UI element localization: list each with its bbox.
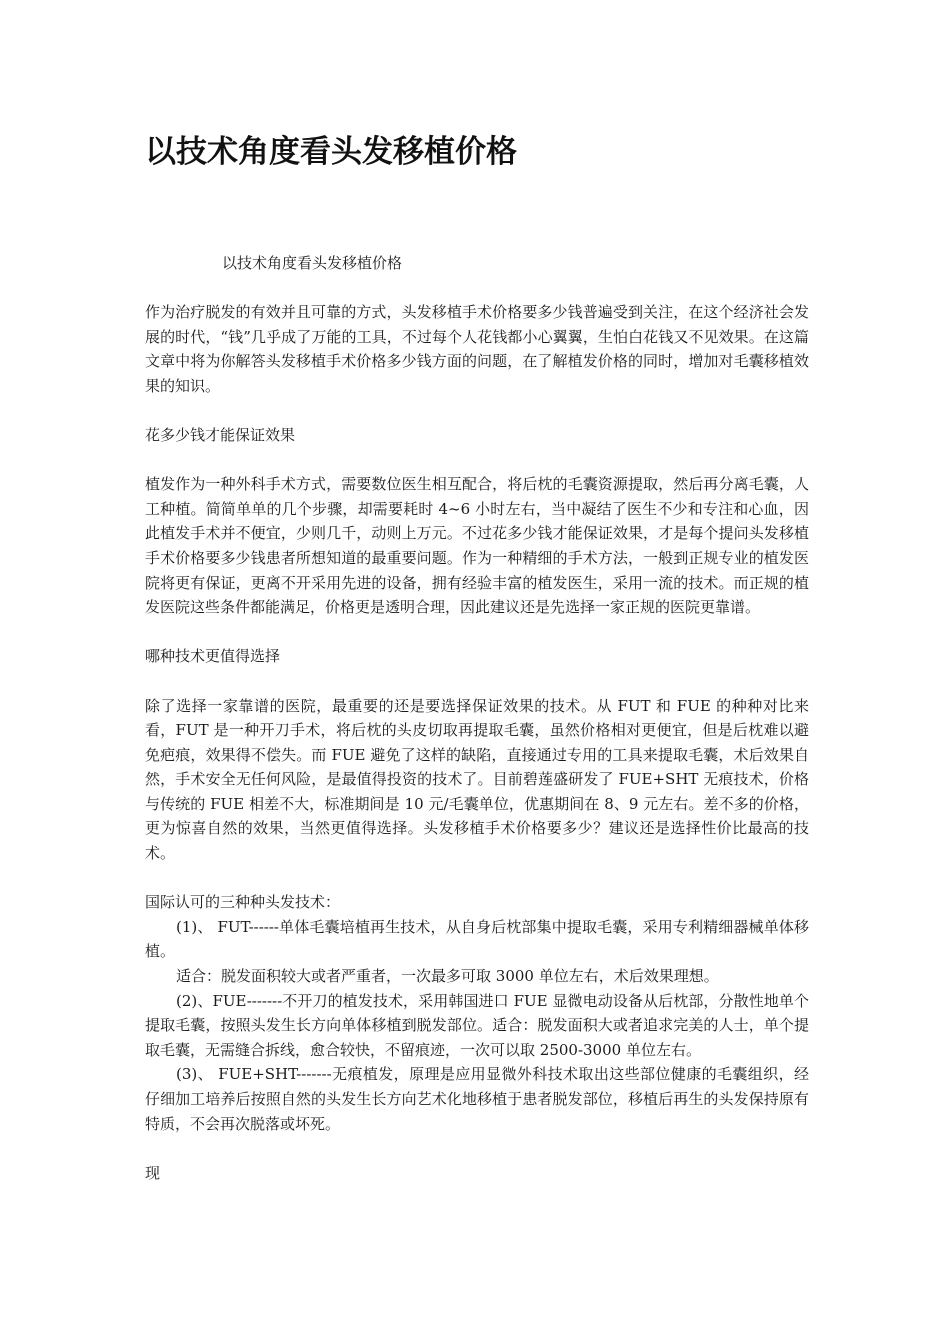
list-heading: 国际认可的三种种头发技术：	[145, 893, 341, 912]
section-heading-cost: 花多少钱才能保证效果	[145, 425, 296, 444]
trailing-text: 现	[145, 1163, 161, 1182]
list-item-fut-note: 适合：脱发面积较大或者严重者，一次最多可取 3000 单位左右，术后效果理想。	[176, 967, 719, 986]
list-item-fut: (1)、 FUT------单体毛囊培植再生技术，从自身后枕部集中提取毛囊，采用专利精细器械单体移植。	[145, 917, 809, 961]
paragraph-spacer	[145, 620, 809, 645]
list-item-fue-sht: (3)、 FUE+SHT-------无痕植发，原理是应用显微外科技术取出这些部位健康的毛囊组织，经仔细加工培养后按照自然的头发生长方向艺术化地移植于患者脱发部位，移植后再生的头发保持原有特质，不会再次脱落或坏死。	[145, 1065, 809, 1133]
paragraph-spacer	[145, 669, 809, 694]
document-subtitle: 以技术角度看头发移植价格	[222, 254, 403, 272]
list-item-fue: (2)、FUE-------不开刀的植发技术，采用韩国进口 FUE 显微电动设备从后枕部，分散性地单个提取毛囊，按照头发生长方向单体移植到脱发部位。适合：脱发面积大或者追求完美的人士，单个提取毛囊，无需缝合拆线，愈合较快，不留痕迹，一次可以取 2500-3000 单位左右。	[145, 991, 809, 1059]
section-heading-tech: 哪种技术更值得选择	[145, 647, 281, 666]
cost-paragraph: 植发作为一种外科手术方式，需要数位医生相互配合，将后枕的毛囊资源提取，然后再分离毛囊，人工种植。简简单单的几个步骤，却需要耗时 4~6 小时左右，当中凝结了医生不少和专注和心血，因此植发手术并不便宜，少则几千，动则上万元。不过花多少钱才能保证效果，才是每个提问头发移植手术价格要多少钱患者所想知道的最重要问题。作为一种精细的手术方法，一般到正规专业的植发医院将更有保证，更离不开采用先进的设备，拥有经验丰富的植发医生，采用一流的技术。而正规的植发医院这些条件都能满足，价格更是透明合理，因此建议还是先选择一家正规的医院更靠谱。	[145, 475, 809, 617]
tech-paragraph: 除了选择一家靠谱的医院，最重要的还是要选择保证效果的技术。从 FUT 和 FUE 的种种对比来看，FUT 是一种开刀手术，将后枕的头皮切取再提取毛囊，虽然价格相对更便宜，但是后枕难以避免疤痕，效果得不偿失。而 FUE 避免了这样的缺陷，直接通过专用的工具来提取毛囊，术后效果自然，手术安全无任何风险，是最值得投资的技术了。目前碧莲盛研发了 FUE+SHT 无痕技术，价格与传统的 FUE 相差不大，标准期间是 10 元/毛囊单位，优惠期间在 8、9 元左右。差不多的价格，更为惊喜自然的效果，当然更值得选择。头发移植手术价格要多少？建议还是选择性价比最高的技术。	[145, 696, 809, 863]
intro-paragraph: 作为治疗脱发的有效并且可靠的方式，头发移植手术价格要多少钱普遍受到关注，在这个经济社会发展的时代，“钱”几乎成了万能的工具，不过每个人花钱都小心翼翼，生怕白花钱又不见效果。在这篇文章中将为你解答头发移植手术价格多少钱方面的问题，在了解植发价格的同时，增加对毛囊移植效果的知识。	[145, 303, 809, 395]
document-body	[145, 300, 809, 1185]
paragraph-spacer	[145, 448, 809, 473]
paragraph-spacer	[145, 866, 809, 891]
paragraph-spacer	[145, 398, 809, 423]
paragraph-spacer	[145, 1136, 809, 1161]
document-title: 以技术角度看头发移植价格	[145, 134, 517, 170]
